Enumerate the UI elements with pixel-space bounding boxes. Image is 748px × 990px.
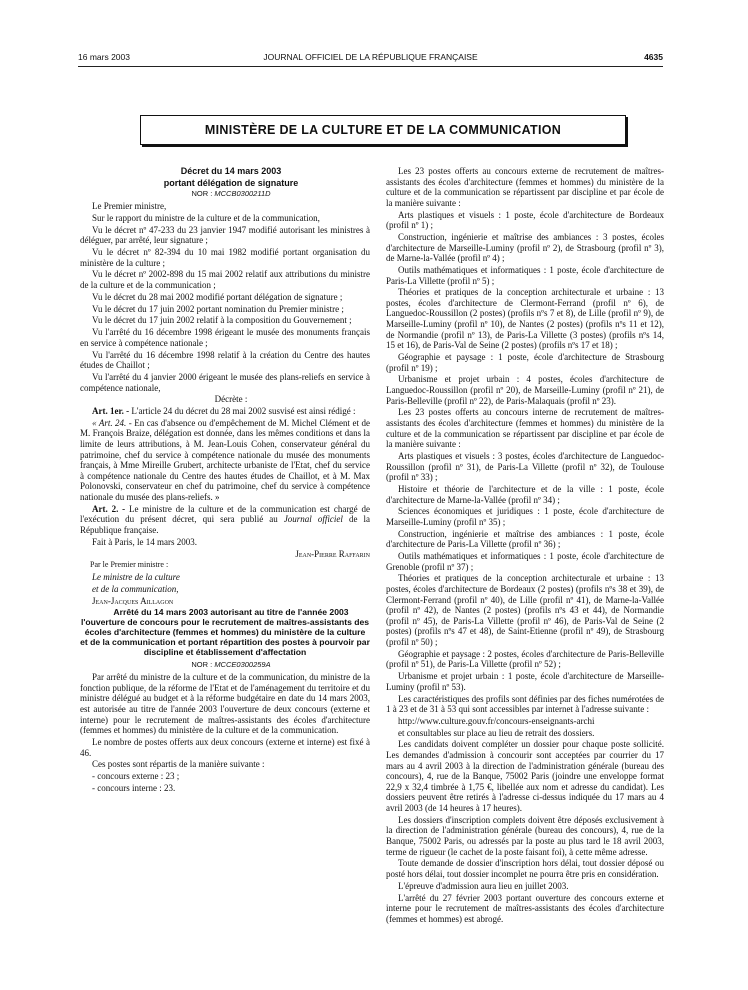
- arrete-paragraph: Construction, ingénierie et maîtrise des ambiances : 3 postes, écoles d'architecture de Marseille-Luminy (profil nº 2), de Strasbourg (profil nº 3), de Marne-la-Vallée (profil nº 4) ;: [386, 231, 664, 264]
- art2-text-a: Le ministre de la culture et de la communication est chargé de l'exécution du présent décret, qui sera publié au: [80, 503, 370, 525]
- arrete-list-item: - concours interne : 23.: [92, 782, 176, 793]
- decree-title-line1: Décret du 14 mars 2003: [180, 166, 282, 176]
- arrete-paragraph: Arts plastiques et visuels : 1 poste, école d'architecture de Bordeaux (profil nº 1) ;: [386, 209, 664, 231]
- arrete-title: Arrêté du 14 mars 2003 autorisant au titre de l'année 2003 l'ouverture de concours pour le recrutement de maîtres-assistants des écoles d'architecture (femmes et hommes) du ministère de la culture et de la communication et portant répartition des postes à pourvoir par discipline et établissement d'affectation: [80, 607, 370, 658]
- par-le-premier-ministre: Par le Premier ministre :: [90, 560, 169, 570]
- nor-code: MCCB0300211D: [214, 189, 271, 199]
- arrete-list: [80, 771, 370, 793]
- arrete-paragraph: Urbanisme et projet urbain : 4 postes, écoles d'architecture de Languedoc-Roussillon (profil nº 20), de Marseille-Luminy (profil nº 21), de Paris-Belleville (profil nº 22), de Paris-Malaquais (profil nº 23).: [386, 374, 664, 406]
- arrete-paragraph: L'épreuve d'admission aura lieu en juillet 2003.: [398, 880, 569, 891]
- decree-decrete: Décrète :: [214, 394, 248, 405]
- arrete-paragraph: Arts plastiques et visuels : 3 postes, écoles d'architecture de Languedoc-Roussillon (profil nº 31), de Paris-La Villette (profil nº 32), de Toulouse (profil nº 33) ;: [386, 450, 664, 483]
- ministry-banner: MINISTÈRE DE LA CULTURE ET DE LA COMMUNICATION: [140, 115, 626, 145]
- decree-article-2: [80, 504, 370, 536]
- arrete-paragraph: Construction, ingénierie et maîtrise des ambiances : 1 poste, école d'architecture de Paris-La Villette (profil nº 36) ;: [386, 528, 664, 550]
- arrete-paragraph: Géographie et paysage : 1 poste, école d'architecture de Strasbourg (profil nº 19) ;: [386, 352, 664, 373]
- header-page-number: 4635: [644, 52, 663, 62]
- decree-article-24: [80, 418, 370, 503]
- art2-journal: Journal officiel: [283, 514, 343, 525]
- decree-visa: Vu le décret du 17 juin 2002 relatif à la composition du Gouvernement ;: [92, 315, 352, 326]
- arrete-paragraph: Toute demande de dossier d'inscription hors délai, tout dossier déposé ou posté hors délai, tout dossier incomplet ne pourra être pris en considération.: [386, 858, 664, 879]
- arrete-paragraph: Ces postes sont répartis de la manière suivante :: [92, 759, 265, 770]
- arrete-paragraph: Par arrêté du ministre de la culture et de la communication, du ministre de la fonction publique, de la réforme de l'Etat et de l'aménagement du territoire et du ministre délégué au budget et à la réforme budgétaire en date du 14 mars 2003, est autorisée au titre de l'année 2003 l'ouverture de deux concours (externe et interne) pour le recrutement de maîtres-assistants des écoles d'architecture (femmes et hommes) du ministère de la culture et de la communication.: [80, 672, 370, 736]
- decree-visa: Vu le décret du 17 juin 2002 portant nomination du Premier ministre ;: [92, 303, 344, 314]
- decree-visa: Vu l'arrêté du 16 décembre 1998 érigeant le musée des monuments français en service à compétence nationale ;: [80, 327, 370, 348]
- art1-label: Art. 1er. -: [92, 406, 130, 417]
- art24-label: « Art. 24. -: [92, 417, 132, 428]
- page-header: [78, 50, 663, 66]
- art24-text: En cas d'absence ou d'empêchement de M. Michel Clément et de M. François Braize, délégation est donnée, dans les mêmes conditions et dans la limite de leurs attributions, à M. Jean-Louis Cohen, conservateur général du patrimoine, chef du service à compétence nationale du musée des monuments français, à Mme Mireille Grubert, architecte urbaniste de l'Etat, chef du service à compétence nationale du Centre des hautes études de Chaillot, et à M. Max Polonovski, conservateur en chef du patrimoine, chef du service à compétence nationale du musée des plans-reliefs. »: [80, 417, 370, 503]
- decree-visa: Vu le décret du 28 mai 2002 modifié portant délégation de signature ;: [92, 291, 343, 302]
- decree-visa: Sur le rapport du ministre de la culture et de la communication,: [92, 212, 320, 223]
- decree-nor: [80, 189, 370, 200]
- arrete-nor-label: NOR :: [191, 660, 213, 670]
- arrete-paragraph: Théories et pratiques de la conception architecturale et urbaine : 13 postes, écoles d'architecture de Clermont-Ferrand (profil nº 6), de Languedoc-Roussillon (2 postes) (profils nºs 7 et 8), de Lille (profil nº 9), de Marseille-Luminy (profil nº 10), de Nantes (2 postes) (profils nºs 11 et 12), de Normandie (profil nº 13), de Paris-La Villette (3 postes) (profils nºs 14, 15 et 16), de Paris-Val de Seine (2 postes) (profils nºs 17 et 18) ;: [386, 287, 664, 351]
- header-date: 16 mars 2003: [78, 52, 130, 62]
- arrete-paragraph: Outils mathématiques et informatiques : 1 poste, école d'architecture de Paris-La Villette (profil nº 5) ;: [386, 264, 664, 286]
- decree-visa: Vu le décret nº 82-394 du 10 mai 1982 modifié portant organisation du ministère de la culture ;: [80, 247, 370, 268]
- arrete-paragraph: L'arrêté du 27 février 2003 portant ouverture des concours externe et interne pour le recrutement de maîtres-assistants des écoles d'architecture (femmes et hommes) est abrogé.: [386, 892, 664, 924]
- decree-title-line2: portant délégation de signature: [163, 177, 299, 188]
- arrete-paragraph: Les caractéristiques des profils sont définies par des fiches numérotées de 1 à 23 et de 31 à 53 qui sont accessibles par internet à l'adresse suivante :: [386, 693, 664, 715]
- minister-name: Jean-Jacques Aillagon: [92, 595, 174, 606]
- decree-opening: Le Premier ministre,: [92, 201, 167, 212]
- arrete-right-paragraphs-2: [386, 728, 664, 925]
- arrete-paragraph: Théories et pratiques de la conception architecturale et urbaine : 13 postes, écoles d'architecture de Bordeaux (2 postes) (profils nºs 38 et 39), de Clermont-Ferrand (profil nº 40), de Lille (profil nº 41), de Marne-la-Vallée (profil nº 42), de Nantes (2 postes) (profils nºs 43 et 44), de Normandie (profil nº 45), de Paris-La Villette (profil nº 46), de Paris-Val de Seine (2 postes) (profils nºs 47 et 48), de Saint-Etienne (profil nº 49), de Strasbourg (profil nº 50) ;: [386, 573, 664, 647]
- arrete-paragraph: Les dossiers d'inscription complets doivent être déposés exclusivement à la direction de l'administration générale (bureau des concours), 4, rue de la Banque, 75002 Paris, ou adressés par la poste au plus tard le 18 avril 2003, terme de rigueur (le cachet de la poste faisant foi), à cette même adresse.: [386, 814, 664, 857]
- decree-signatory: Jean-Pierre Raffarin: [295, 548, 370, 559]
- minister-line2: et de la communication,: [92, 583, 179, 594]
- decree-visa: Vu le décret nº 47-233 du 23 janvier 1947 modifié autorisant les ministres à déléguer, par arrêté, leur signature ;: [80, 224, 370, 246]
- art2-text-b: de la République française.: [80, 514, 370, 535]
- decree-visa: Vu l'arrêté du 4 janvier 2000 érigeant le musée des plans-reliefs en service à compétence nationale,: [80, 371, 370, 393]
- arrete-list-item: - concours externe : 23 ;: [92, 771, 180, 782]
- nor-label: NOR :: [191, 189, 213, 199]
- arrete-right-paragraphs: [386, 166, 664, 715]
- arrete-paragraph: Le nombre de postes offerts aux deux concours (externe et interne) est fixé à 46.: [80, 737, 370, 758]
- left-column: [80, 166, 370, 795]
- arrete-paragraph: Géographie et paysage : 2 postes, écoles d'architecture de Paris-Belleville (profil nº 51), de Paris-La Villette (profil nº 52) ;: [386, 648, 664, 670]
- art2-label: Art. 2. -: [92, 503, 126, 514]
- arrete-paragraphs: [80, 672, 370, 770]
- arrete-nor-code: MCCE0300259A: [214, 660, 271, 670]
- decree-visas: [80, 213, 370, 393]
- arrete-paragraph: Les candidats doivent compléter un dossier pour chaque poste sollicité. Les demandes d'admission à concourir sont acceptées par courrier du 17 mars au 4 avril 2003 à la direction de l'administration générale (bureau des concours), 4, rue de la Banque, 75002 Paris (joindre une enveloppe format 22,9 x 32,4 timbrée à 1,75 €, libellée aux nom et adresse du candidat). Les dossiers peuvent être retirés à l'adresse ci-dessus indiquée du 17 mars au 4 avril 2003 (de 14 heures à 17 heures).: [386, 739, 664, 813]
- right-column: [386, 166, 664, 925]
- header-journal-title: JOURNAL OFFICIEL DE LA RÉPUBLIQUE FRANÇAISE: [263, 52, 478, 62]
- decree-visa: Vu le décret nº 2002-898 du 15 mai 2002 relatif aux attributions du ministre de la culture et de la communication ;: [80, 269, 370, 291]
- arrete-paragraph: Sciences économiques et juridiques : 1 poste, école d'architecture de Marseille-Luminy (profil nº 35) ;: [386, 506, 664, 527]
- decree-done-at: Fait à Paris, le 14 mars 2003.: [92, 536, 197, 547]
- minister-line1: Le ministre de la culture: [92, 572, 180, 583]
- decree-article-1: [80, 406, 370, 417]
- arrete-paragraph: Les 23 postes offerts au concours interne de recrutement de maîtres-assistants des écoles d'architecture (femmes et hommes) du ministère de la culture et de la communication se répartissent par discipline et par école de la manière suivante :: [386, 407, 664, 450]
- profiles-url[interactable]: http://www.culture.gouv.fr/concours-enseignants-archi: [398, 715, 595, 726]
- art1-text: L'article 24 du décret du 28 mai 2002 susvisé est ainsi rédigé :: [131, 406, 356, 417]
- arrete-paragraph: Les 23 postes offerts au concours externe de recrutement de maîtres-assistants des écoles d'architecture (femmes et hommes) du ministère de la culture et de la communication se répartissent par discipline et par école de la manière suivante :: [386, 166, 664, 208]
- decree-visa: Vu l'arrêté du 16 décembre 1998 relatif à la création du Centre des hautes études de Chaillot ;: [80, 349, 370, 371]
- header-rule: [78, 66, 663, 67]
- arrete-paragraph: Outils mathématiques et informatiques : 1 poste, école d'architecture de Grenoble (profil nº 37) ;: [386, 551, 664, 572]
- arrete-nor: [80, 660, 370, 671]
- arrete-paragraph: et consultables sur place au lieu de retrait des dossiers.: [398, 727, 595, 738]
- arrete-paragraph: Histoire et théorie de l'architecture et de la ville : 1 poste, école d'architecture de Marne-la-Vallée (profil nº 34) ;: [386, 483, 664, 505]
- arrete-paragraph: Urbanisme et projet urbain : 1 poste, école d'architecture de Marseille-Luminy (profil nº 53).: [386, 671, 664, 692]
